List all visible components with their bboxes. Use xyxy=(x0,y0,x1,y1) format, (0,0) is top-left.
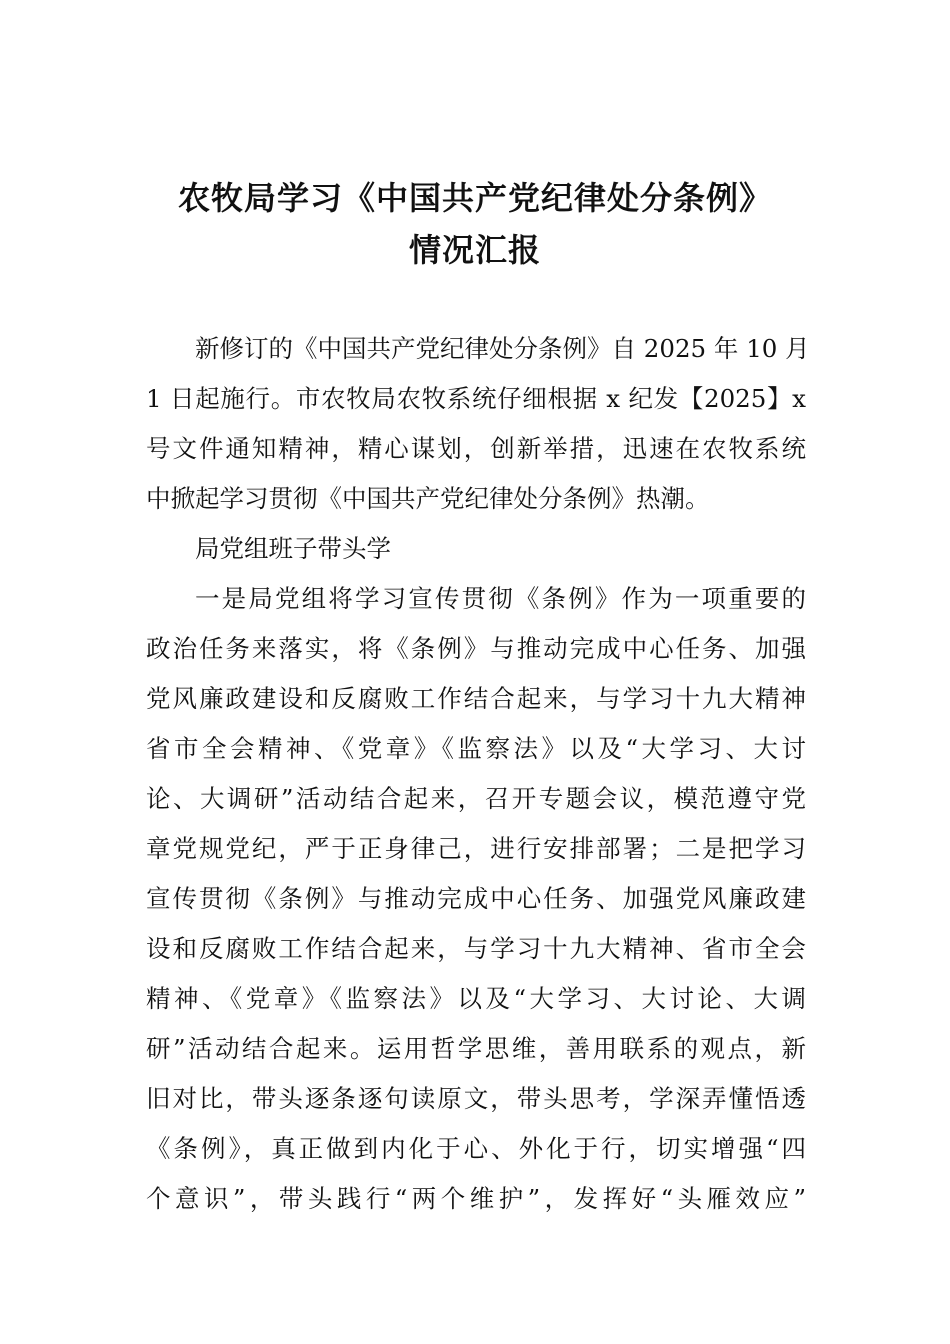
body-line-14: 精神、《党章》《监察法》以及“大学习、大讨论、大调 xyxy=(146,984,806,1013)
document-title-line-1: 农牧局学习《中国共产党纪律处分条例》 xyxy=(177,179,772,217)
body-line-4: 中掀起学习贯彻《中国共产党纪律处分条例》热潮。 xyxy=(146,484,710,513)
body-line-2: 1 日起施行。市农牧局农牧系统仔细根据 x 纪发【2025】x xyxy=(146,384,806,413)
document-title-line-2: 情况汇报 xyxy=(408,231,541,269)
body-line-15: 研”活动结合起来。运用哲学思维，善用联系的观点，新 xyxy=(146,1034,806,1063)
body-line-9: 省市全会精神、《党章》《监察法》以及“大学习、大讨 xyxy=(146,734,806,763)
body-line-1: 新修订的《中国共产党纪律处分条例》自 2025 年 10 月 xyxy=(195,334,810,363)
body-line-10: 论、大调研”活动结合起来，召开专题会议，模范遵守党 xyxy=(146,784,806,813)
section-heading: 局党组班子带头学 xyxy=(195,534,391,563)
body-line-16: 旧对比，带头逐条逐句读原文，带头思考，学深弄懂悟透 xyxy=(146,1084,806,1113)
body-line-18: 个意识”，带头践行“两个维护”，发挥好“头雁效应” xyxy=(146,1184,806,1213)
body-line-8: 党风廉政建设和反腐败工作结合起来，与学习十九大精神 xyxy=(146,684,806,713)
body-line-3: 号文件通知精神，精心谋划，创新举措，迅速在农牧系统 xyxy=(146,434,806,463)
body-line-17: 《条例》，真正做到内化于心、外化于行，切实增强“四 xyxy=(146,1134,806,1163)
body-line-11: 章党规党纪，严于正身律己，进行安排部署；二是把学习 xyxy=(146,834,806,863)
body-line-13: 设和反腐败工作结合起来，与学习十九大精神、省市全会 xyxy=(146,934,806,963)
body-line-6: 一是局党组将学习宣传贯彻《条例》作为一项重要的 xyxy=(195,584,806,613)
body-line-12: 宣传贯彻《条例》与推动完成中心任务、加强党风廉政建 xyxy=(146,884,806,913)
body-line-7: 政治任务来落实，将《条例》与推动完成中心任务、加强 xyxy=(146,634,806,663)
